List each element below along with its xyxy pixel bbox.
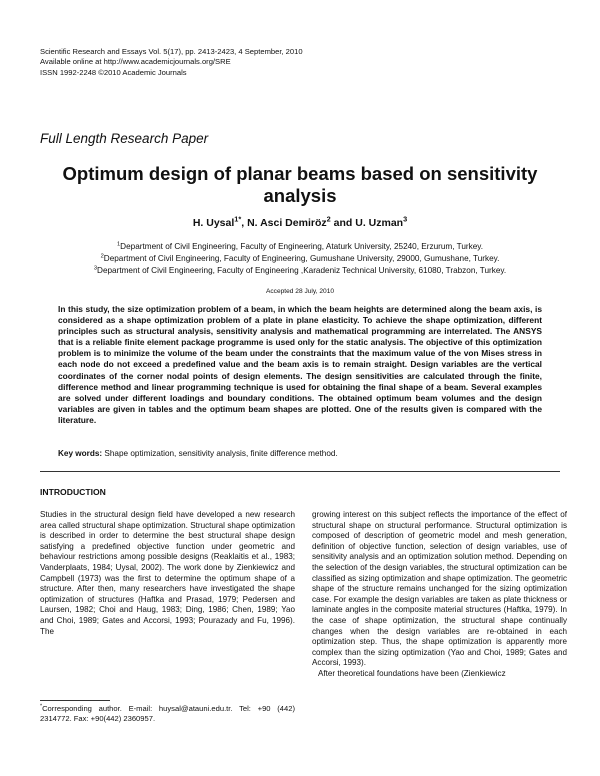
- affiliation-number: 1: [116, 241, 121, 248]
- author-name: U. Uzman: [355, 217, 404, 229]
- author-separator: ,: [241, 217, 248, 229]
- affiliations: [40, 241, 560, 277]
- body-paragraph: growing interest on this subject reflects the importance of the effect of structural shape on structural performance. Structural optimization is composed of description of geometric model and mesh generation, definition of objective function, selection of design variables, use of sensitivity analysis and an optimization solution method. Depending on the selection of the design variables, the structural optimization can be classified as sizing optimization and shape optimization. The geometric shape of the structure remains unchanged for the sizing optimization case. For example the design variables are taken as plate thickness or laminate angles in the composite material structures (Haftka, 1979). In the case of shape optimization, the structural shape continually changes when the design variables are re-obtained in each optimization step. Thus, the shape optimization is apparently more complex than the sizing optimization (Yao and Choi, 1989; Gates and Accorsi, 1993).: [312, 510, 567, 668]
- paper-title: Optimum design of planar beams based on sensitivity analysis: [62, 163, 538, 206]
- footnote-divider: [40, 700, 110, 701]
- affiliation-text: Department of Civil Engineering, Faculty of Engineering ,Karadeniz Technical University, 61080, Trabzon, Turkey.: [97, 266, 507, 275]
- affiliation-line: [40, 265, 560, 277]
- affiliation-text: Department of Civil Engineering, Faculty of Engineering, Gumushane University, 29000, Gumushane, Turkey.: [103, 254, 500, 263]
- accepted-date: Accepted 28 July, 2010: [265, 288, 335, 295]
- corresponding-author-footnote: [40, 704, 295, 724]
- affiliation-number: 2: [100, 253, 104, 260]
- author-name: H. Uysal: [192, 217, 235, 229]
- affiliation-line: [40, 241, 560, 253]
- author-list: [40, 214, 560, 229]
- keywords-text: Shape optimization, sensitivity analysis, finite difference method.: [102, 449, 338, 458]
- abstract: In this study, the size optimization problem of a beam, in which the beam heights are determined along the beam axis, is considered as a shape optimization problem of a plate in plane elasticity. To achieve the shape optimization, different principles such as structural analysis, sensitivity analysis and mathematical programming are interrelated. The ANSYS that is a reliable finite element package programme is used only for the static analysis. The objective of this optimization problem is to minimize the volume of the beam under the constraints that the maximum value of the von Mises stress in each node do not exceed a predefined value and the beam axis is to remain straight. Design variables are the vertical coordinates of the corner nodal points of design elements. The design sensitivities are calculated through the finite, difference method and linear programming technique is used for obtaining the final shape of a beam. Several examples are solved under different loadings and boundary conditions. The obtained optimum beam volumes and the design variables are given in tables and the optimum beam shapes are plotted. One of the results given is compared with the literature.: [58, 304, 542, 425]
- journal-availability: Available online at http://www.academicjournals.org/SRE: [40, 57, 231, 67]
- author-separator: and: [330, 217, 356, 229]
- author-affiliation-mark: 2: [326, 214, 331, 224]
- affiliation-number: 3: [93, 265, 98, 272]
- author-affiliation-mark: 1*: [234, 214, 242, 224]
- footnote-text: Corresponding author. E-mail: huysal@atauni.edu.tr. Tel: +90 (442) 2314772. Fax: +90(442) 2360957.: [40, 704, 295, 723]
- keywords: [58, 449, 542, 458]
- section-divider: [40, 471, 560, 472]
- affiliation-text: Department of Civil Engineering, Faculty of Engineering, Ataturk University, 25240, Erzurum, Turkey.: [120, 242, 484, 251]
- keywords-label: Key words:: [58, 449, 103, 458]
- paper-type: Full Length Research Paper: [40, 131, 209, 146]
- footnote-mark: *: [40, 703, 43, 710]
- author-name: N. Asci Demiröz: [247, 217, 327, 229]
- journal-header: [40, 47, 303, 78]
- affiliation-line: [40, 253, 560, 265]
- body-column-left: Studies in the structural design field have developed a new research area called structural shape optimization. Structural shape optimization is described in order to determine the best structural shape design satisfying a predefined objective function under geometric and behaviour restrictions among possible designs (Reaklaitis et al., 1983; Vanderplaats, 1984; Uysal, 2002). The work done by Zienkiewicz and Campbell (1973) was the first to determine the optimum shape of a structure. After then, many researchers have investigated the shape optimization of structures (Haftka and Prasad, 1979; Pedersen and Laursen, 1982; Choi and Haug, 1983; Ding, 1986; Chen, 1989; Yao and Choi, 1989; Gates and Accorsi, 1993; Pourazady and Fu, 1996). The: [40, 510, 295, 636]
- section-heading-introduction: INTRODUCTION: [40, 487, 106, 497]
- author-affiliation-mark: 3: [403, 214, 408, 224]
- journal-issn: ISSN 1992-2248 ©2010 Academic Journals: [40, 67, 187, 77]
- journal-citation: Scientific Research and Essays Vol. 5(17), pp. 2413-2423, 4 September, 2010: [40, 47, 303, 56]
- body-column-right: [312, 510, 567, 680]
- body-paragraph: After theoretical foundations have been (Zienkiewicz: [318, 668, 506, 678]
